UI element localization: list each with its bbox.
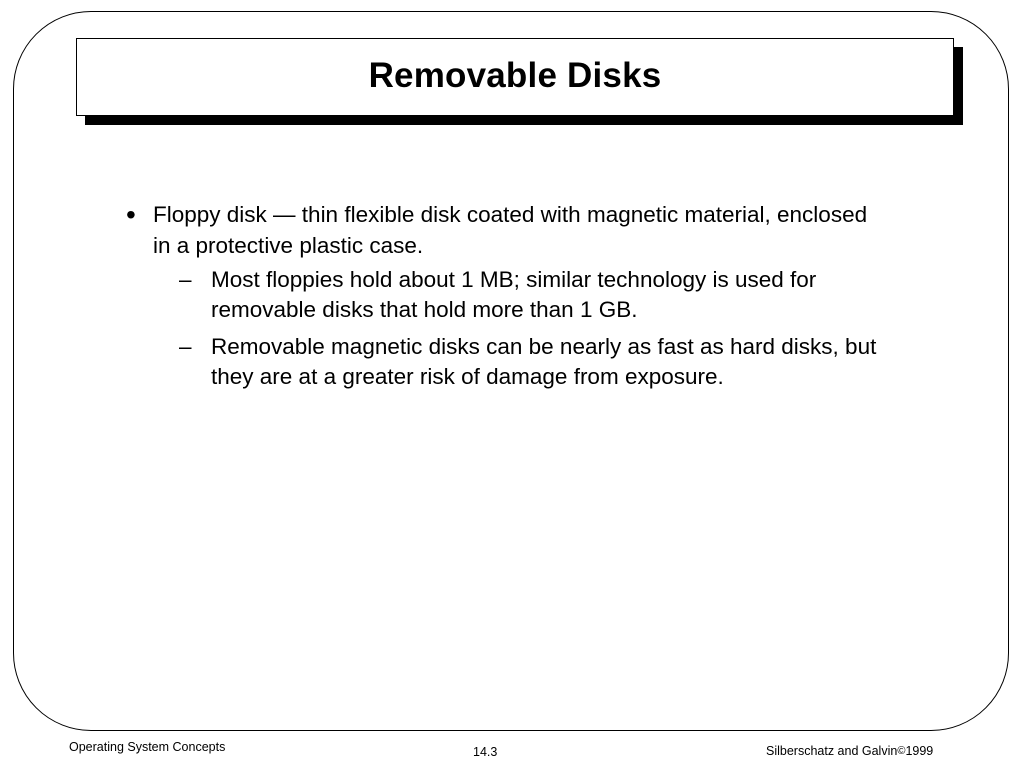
dash-icon: –	[179, 267, 192, 292]
footer-course: Operating System Concepts	[69, 740, 226, 754]
footer-copyright	[766, 744, 933, 758]
title-box	[76, 38, 954, 116]
copyright-icon: ©	[897, 745, 906, 757]
sub-bullet-text: Most floppies hold about 1 MB; similar technology is used for removable disks that hold more than 1 GB.	[211, 267, 817, 322]
slide-title: Removable Disks	[368, 55, 662, 95]
sub-bullet-item	[126, 332, 886, 392]
sub-bullet-text: Removable magnetic disks can be nearly as fast as hard disks, but they are at a greater risk of damage from exposure.	[211, 334, 877, 389]
dash-icon: –	[179, 334, 192, 359]
bullet-dot-icon: •	[126, 199, 136, 230]
sub-bullet-item	[126, 265, 886, 325]
bullet-item	[126, 199, 886, 261]
footer-authors: Silberschatz and Galvin	[766, 744, 898, 758]
slide-content	[126, 199, 886, 399]
bullet-text: Floppy disk — thin flexible disk coated with magnetic material, enclosed in a protective plastic case.	[153, 202, 868, 258]
footer-year: 1999	[905, 744, 934, 758]
sub-bullet-list	[126, 265, 886, 392]
footer-page-number: 14.3	[473, 745, 498, 759]
